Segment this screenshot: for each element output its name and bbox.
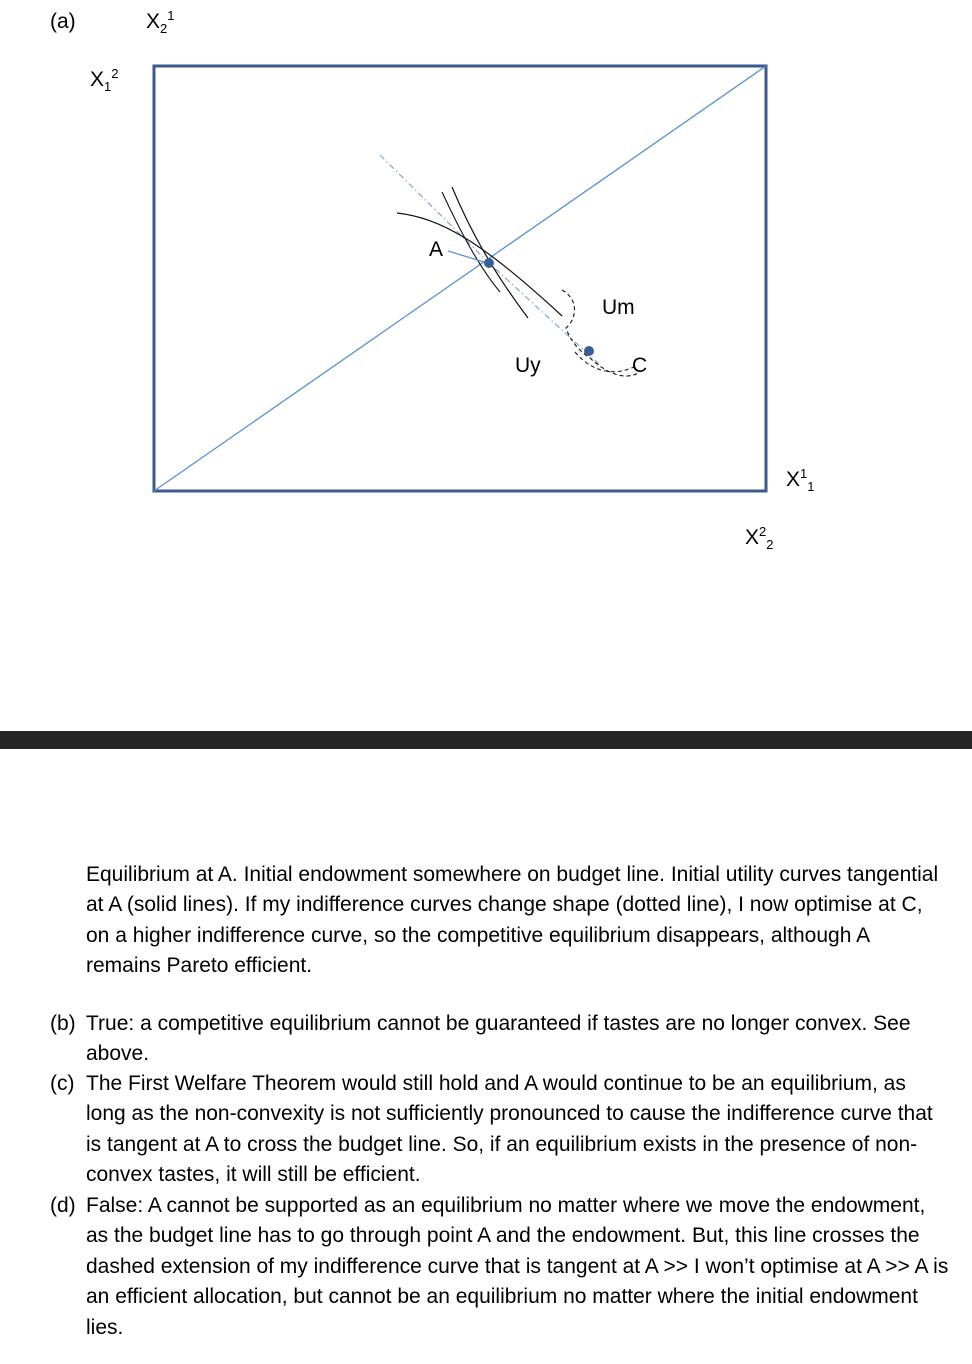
axis-label-base: X	[146, 10, 161, 33]
answer-marker: (c)	[50, 1072, 75, 1095]
point-c-label: C	[632, 354, 648, 377]
axis-label-sub: 2	[766, 537, 774, 553]
indifference-curve-uy	[452, 187, 528, 318]
curve-label-um: Um	[602, 296, 635, 319]
point-c-marker	[584, 346, 594, 356]
axis-label-sub: 2	[160, 21, 168, 37]
answer-marker: (d)	[50, 1194, 76, 1217]
edgeworth-box-diagram	[0, 0, 972, 560]
indifference-curve-at-c	[575, 352, 636, 372]
answer-b	[50, 1009, 950, 1070]
answer-text: The First Welfare Theorem would still hold and A would continue to be an equilibrium, as long as the non-convexity is not sufficiently pronounced to cause the indifference curve that is tangent at A to cross the budget line. So, if an equilibrium exists in the presence of non-convex tastes, it will still be efficient.	[86, 1072, 933, 1187]
point-a-label: A	[429, 238, 444, 261]
axis-label-sub: 1	[104, 79, 112, 95]
part-a-label: (a)	[50, 10, 76, 33]
axis-label-sup: 2	[759, 524, 767, 539]
axis-label-base: X	[90, 68, 105, 91]
explanation-paragraph: Equilibrium at A. Initial endowment somewhere on budget line. Initial utility curves tangential at A (solid lines). If my indifference curves change shape (dotted line), I now optimise at C, on a higher indifference curve, so the competitive equilibrium disappears, although A remains Pareto efficient.	[86, 863, 939, 978]
axis-label-sup: 1	[800, 466, 808, 481]
axis-label-sub: 1	[807, 479, 815, 495]
answer-d	[50, 1191, 950, 1343]
section-divider	[0, 731, 972, 749]
contract-curve-diagonal	[154, 66, 766, 491]
answer-text: True: a competitive equilibrium cannot be guaranteed if tastes are no longer convex. See above.	[86, 1012, 911, 1066]
answer-marker: (b)	[50, 1012, 76, 1035]
answer-text: False: A cannot be supported as an equilibrium no matter where we move the endowment, as the budget line has to go through point A and the endowment. But, this line crosses the dashed extension of my indifference curve that is tangent at A >> I won’t optimise at A >> A is an efficient allocation, but cannot be an equilibrium no matter where the initial endowment lies.	[86, 1194, 949, 1339]
axis-label-base: X	[745, 526, 760, 549]
curve-label-uy: Uy	[515, 354, 541, 377]
point-a-marker	[484, 258, 494, 268]
axis-label-sup: 1	[167, 8, 175, 23]
answer-c	[50, 1069, 950, 1191]
axis-label-sup: 2	[111, 66, 119, 81]
axis-label-base: X	[786, 468, 801, 491]
